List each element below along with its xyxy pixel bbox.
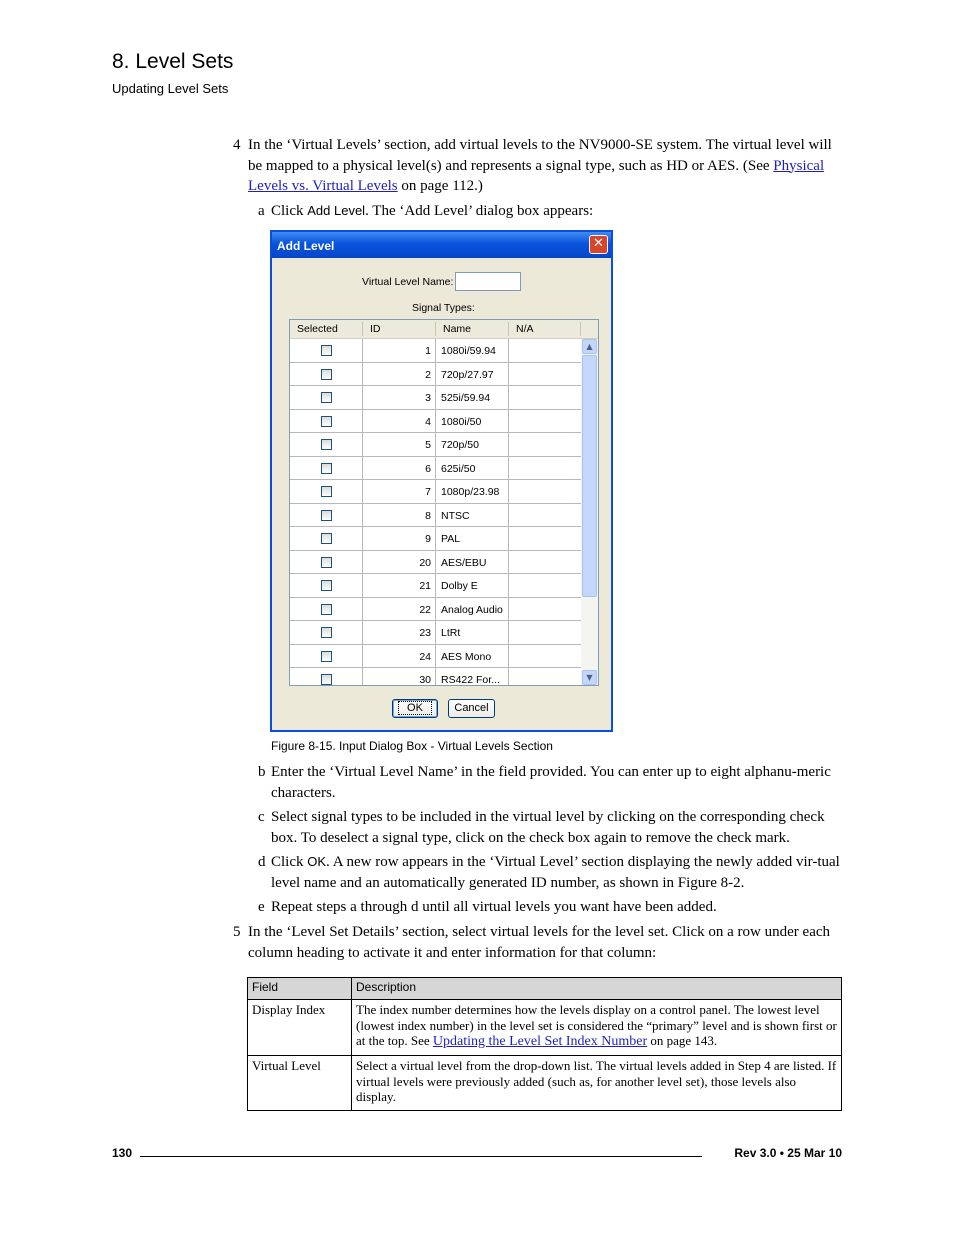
table-row[interactable] [290, 621, 581, 645]
step4d-pre: Click [271, 854, 308, 870]
signal-types-label: Signal Types: [412, 302, 475, 314]
page-number: 130 [112, 1146, 133, 1160]
col-header-id[interactable]: ID [370, 323, 381, 335]
selected-checkbox[interactable] [321, 463, 332, 474]
signal-name: Analog Audio [441, 603, 503, 616]
step4a-pre: Click [271, 203, 308, 219]
step4d-text [271, 852, 841, 893]
selected-checkbox[interactable] [321, 557, 332, 568]
ok-ui-label: OK [307, 854, 327, 869]
table-row[interactable] [290, 527, 581, 551]
close-icon[interactable]: ✕ [589, 235, 608, 254]
virtual-level-name-input[interactable] [455, 272, 521, 291]
step4d-post: . A new row appears in the ‘Virtual Level’ section displaying the newly added vir-tual level name and an automatically generated ID number, as shown in Figure 8-2. [271, 854, 840, 891]
dialog-title: Add Level [277, 239, 335, 253]
scroll-down-icon[interactable]: ▼ [582, 670, 597, 685]
step-number: 5 [233, 924, 241, 940]
step4-text [248, 135, 840, 197]
selected-checkbox[interactable] [321, 416, 332, 427]
signal-name: 525i/59.94 [441, 392, 491, 404]
table-row[interactable] [290, 363, 581, 387]
add-level-dialog [270, 230, 613, 732]
signal-name: Dolby E [441, 580, 478, 592]
col-header-na[interactable]: N/A [516, 323, 534, 335]
signal-id: 22 [419, 603, 431, 616]
signal-id: 2 [425, 368, 431, 381]
table-row[interactable] [290, 551, 581, 575]
desc-text-after: on page 143. [647, 1033, 718, 1048]
physical-vs-virtual-link[interactable]: Physical Levels vs. Virtual Levels [248, 157, 825, 194]
step4-text-before: In the ‘Virtual Levels’ section, add virtual levels to the NV9000-SE system. The virtual level will be mapped to a physical level(s) and represents a signal type, such as HD or AES. (See [248, 137, 832, 174]
signal-name: 1080p/23.98 [441, 486, 500, 498]
step4e-text: Repeat steps a through d until all virtual levels you want have been added. [271, 899, 717, 915]
signal-name: AES Mono [441, 650, 492, 663]
substep-letter: e [258, 899, 265, 915]
table-row [248, 1000, 842, 1056]
selected-checkbox[interactable] [321, 627, 332, 638]
col-header-name[interactable]: Name [443, 323, 472, 335]
signal-id: 9 [425, 533, 431, 545]
selected-checkbox[interactable] [321, 651, 332, 662]
signal-types-grid [289, 319, 599, 686]
desc-text-before: The index number determines how the levels display on a control panel. The lowest level (lowest index number) in the level set is considered the “primary” level and is shown first or at the top. See [356, 1002, 837, 1048]
selected-checkbox[interactable] [321, 533, 332, 544]
substep-letter: d [258, 854, 266, 870]
field-description-table [247, 977, 842, 1111]
table-row[interactable] [290, 386, 581, 410]
signal-name: LtRt [441, 627, 461, 639]
figure-caption: Figure 8-15. Input Dialog Box - Virtual Levels Section [271, 739, 553, 753]
table-header-row [248, 978, 842, 1000]
table-row[interactable] [290, 410, 581, 434]
substep-letter: c [258, 809, 265, 825]
table-row[interactable] [290, 339, 581, 363]
table-cell-description: Select a virtual level from the drop-down list. The virtual levels added in Step 4 are listed. If virtual levels were previously added (such as, for another level set), those levels also display. [352, 1056, 842, 1111]
signal-id: 6 [425, 462, 431, 475]
signal-id: 4 [425, 415, 431, 428]
selected-checkbox[interactable] [321, 674, 332, 685]
signal-name: PAL [441, 533, 461, 545]
table-row[interactable] [290, 457, 581, 481]
signal-id: 20 [419, 556, 431, 569]
vertical-scrollbar[interactable] [581, 339, 598, 685]
signal-id: 1 [425, 345, 431, 357]
signal-name: 1080i/50 [441, 415, 482, 428]
table-header-description: Description [352, 978, 842, 1000]
ok-button[interactable] [392, 699, 438, 718]
selected-checkbox[interactable] [321, 580, 332, 591]
selected-checkbox[interactable] [321, 392, 332, 403]
section-title: Updating Level Sets [112, 81, 229, 96]
signal-id: 8 [425, 509, 431, 522]
step5-text: In the ‘Level Set Details’ section, select virtual levels for the level set. Click on a row under each column heading to activate it and enter information for that column: [248, 924, 831, 961]
index-number-link[interactable]: Updating the Level Set Index Number [432, 1034, 648, 1049]
signal-name: 1080i/59.94 [441, 345, 496, 357]
add-level-ui-label: Add Level [307, 203, 366, 218]
selected-checkbox[interactable] [321, 604, 332, 615]
signal-name: AES/EBU [441, 556, 487, 569]
selected-checkbox[interactable] [321, 345, 332, 356]
signal-id: 30 [419, 674, 431, 686]
signal-id: 3 [425, 392, 431, 404]
substep-letter: a [258, 203, 265, 219]
chapter-title: 8. Level Sets [112, 50, 234, 73]
selected-checkbox[interactable] [321, 510, 332, 521]
grid-body [290, 339, 581, 686]
table-row[interactable] [290, 504, 581, 528]
dialog-titlebar [272, 232, 611, 258]
step4a-post: . The ‘Add Level’ dialog box appears: [365, 203, 594, 219]
scroll-thumb[interactable] [582, 355, 597, 597]
table-row[interactable] [290, 433, 581, 457]
selected-checkbox[interactable] [321, 439, 332, 450]
step-number: 4 [233, 137, 241, 153]
table-row [248, 1056, 842, 1111]
signal-id: 24 [419, 650, 431, 663]
step4c-text: Select signal types to be included in the virtual level by clicking on the corresponding check box. To deselect a signal type, click on the check box again to remove the check mark. [271, 809, 825, 846]
table-row[interactable] [290, 598, 581, 622]
col-header-selected[interactable]: Selected [297, 323, 338, 335]
table-row[interactable] [290, 668, 581, 686]
virtual-level-name-label: Virtual Level Name: [362, 276, 454, 288]
signal-name: NTSC [441, 509, 470, 522]
signal-id: 5 [425, 439, 431, 451]
signal-name: 720p/27.97 [441, 368, 494, 381]
grid-header [290, 320, 598, 339]
cancel-button[interactable]: Cancel [448, 699, 495, 718]
table-cell-field: Virtual Level [248, 1056, 352, 1111]
table-row[interactable] [290, 645, 581, 669]
table-row[interactable] [290, 480, 581, 504]
step4a-text [271, 201, 841, 222]
signal-id: 23 [419, 627, 431, 639]
table-header-field: Field [248, 978, 352, 1000]
signal-name: 720p/50 [441, 439, 479, 451]
step4b-text: Enter the ‘Virtual Level Name’ in the field provided. You can enter up to eight alphanu-meric characters. [271, 764, 831, 801]
step4-text-after: on page 112.) [397, 178, 483, 194]
signal-name: 625i/50 [441, 462, 476, 475]
signal-id: 21 [419, 580, 431, 592]
ok-button-label: OK [398, 701, 432, 715]
selected-checkbox[interactable] [321, 369, 332, 380]
signal-id: 7 [425, 486, 431, 498]
table-cell-description [352, 1000, 842, 1056]
table-row[interactable] [290, 574, 581, 598]
footer-divider [140, 1156, 702, 1157]
table-cell-field: Display Index [248, 1000, 352, 1056]
scroll-up-icon[interactable]: ▲ [582, 339, 597, 354]
signal-name: RS422 For... [441, 674, 500, 686]
selected-checkbox[interactable] [321, 486, 332, 497]
substep-letter: b [258, 764, 266, 780]
revision-label: Rev 3.0 • 25 Mar 10 [734, 1146, 842, 1160]
